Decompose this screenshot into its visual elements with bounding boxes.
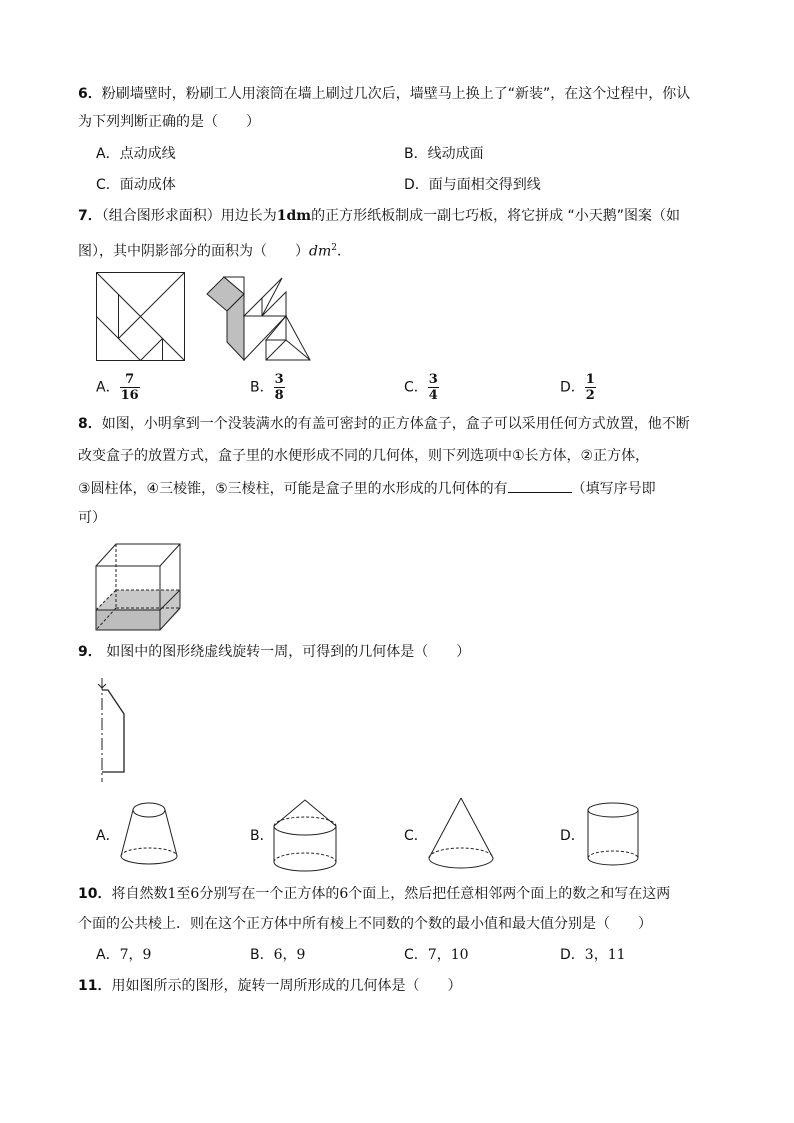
q6-option-a[interactable] <box>96 144 176 164</box>
option-letter: B． <box>250 379 274 396</box>
option-text: 7，10 <box>427 947 469 963</box>
cylinder-icon <box>584 800 642 872</box>
q7-line2 <box>78 238 351 262</box>
frustum-icon <box>118 800 180 870</box>
q7-unit: 1dm <box>276 208 312 224</box>
q7-option-b[interactable] <box>250 372 285 403</box>
numerator: 3 <box>428 372 438 387</box>
option-text: 面动成体 <box>119 177 176 193</box>
q8-answer-blank[interactable] <box>508 478 572 493</box>
q8-stem-3b: （填写序号即 <box>571 481 656 497</box>
q6-line1 <box>78 84 690 104</box>
q10-stem-1c: 分别写在一个正方体的 <box>199 886 340 902</box>
q6-option-c[interactable] <box>96 175 176 195</box>
cone-icon <box>426 796 496 876</box>
numerator: 1 <box>585 372 595 387</box>
fraction <box>585 372 596 403</box>
q7-area-exponent: 2 <box>331 243 337 253</box>
option-letter: B． <box>404 146 428 162</box>
numerator: 7 <box>120 372 140 388</box>
q10-num-1: 1 <box>167 886 177 902</box>
option-text: 3，11 <box>584 947 626 963</box>
option-letter: C． <box>404 947 428 963</box>
q7-option-a[interactable] <box>96 372 140 403</box>
option-letter: A． <box>96 828 120 844</box>
q8-stem-3a: ③圆柱体，④三棱锥，⑤三棱柱，可能是盒子里的水形成的几何体的有 <box>78 481 508 497</box>
cone-on-cylinder-icon <box>270 796 340 876</box>
q10-option-a[interactable] <box>96 945 151 965</box>
q7-area-unit: dm <box>309 243 332 260</box>
q7-stem-1b: 的正方形纸板制成一副七巧板，将它拼成 “小天鹅”图案（如 <box>311 208 681 224</box>
denominator: 4 <box>428 388 438 403</box>
option-text: 面与面相交得到线 <box>428 177 541 193</box>
q7-option-d[interactable] <box>560 372 596 403</box>
option-letter: A． <box>96 947 120 963</box>
q10-num-6: 6 <box>190 886 200 902</box>
q6-stem-1: 粉刷墙壁时，粉刷工人用滚筒在墙上刷过几次后，墙壁马上换上了“新装”，在这个过程中，你认 <box>101 86 691 102</box>
q10-line1 <box>78 884 670 904</box>
fraction <box>428 372 439 403</box>
swan-tangram-figure <box>204 272 314 364</box>
option-letter: D． <box>560 828 585 844</box>
option-letter: D． <box>560 379 585 396</box>
option-text: 7，9 <box>119 947 152 963</box>
option-letter: D． <box>560 947 585 963</box>
q10-num-6b: 6 <box>339 886 349 902</box>
denominator: 16 <box>120 388 139 403</box>
option-letter: A． <box>96 146 120 162</box>
q10-stem-2: 个面的公共棱上．则在这个正方体中所有棱上不同数的个数的最小值和最大值分别是（ ） <box>78 916 652 932</box>
q7-stem-2a: 图），其中阴影部分的面积为（ ） <box>78 243 309 260</box>
q10-number: 10． <box>78 886 112 902</box>
q8-line4 <box>78 508 106 528</box>
q8-line3 <box>78 478 656 499</box>
q10-option-c[interactable] <box>404 945 469 965</box>
q9-stem-1: 如图中的图形绕虚线旋转一周，可得到的几何体是（ ） <box>106 644 471 660</box>
option-text: 6，9 <box>273 947 306 963</box>
q9-option-a[interactable] <box>96 826 120 846</box>
q8-stem-1: 如图，小明拿到一个没装满水的有盖可密封的正方体盒子，盒子可以采用任何方式放置，他不断 <box>101 416 690 432</box>
option-letter: B． <box>250 828 274 844</box>
option-text: 点动成线 <box>119 146 176 162</box>
rotation-shape-figure <box>90 676 130 786</box>
q10-option-b[interactable] <box>250 945 305 965</box>
q7-stem-2-end: ． <box>336 243 351 260</box>
q9-number: 9． <box>78 644 102 660</box>
q6-number: 6． <box>78 86 102 102</box>
denominator: 2 <box>585 388 595 403</box>
q11-number: 11． <box>78 978 112 994</box>
q8-stem-2b: ①长方体，②正方体， <box>512 448 650 464</box>
option-letter: D． <box>404 177 429 193</box>
q8-stem-4: 可） <box>78 510 106 526</box>
q6-line2 <box>78 112 260 132</box>
option-letter: C． <box>96 177 120 193</box>
q8-line1 <box>78 414 690 434</box>
q6-stem-2: 为下列判断正确的是（ ） <box>78 114 260 130</box>
q7-option-c[interactable] <box>404 372 439 403</box>
q9-line1 <box>78 642 470 662</box>
q11-line1 <box>78 976 461 996</box>
option-letter: B． <box>250 947 274 963</box>
fraction <box>274 372 285 403</box>
q6-option-d[interactable] <box>404 175 541 195</box>
option-letter: C． <box>404 379 428 396</box>
q6-option-b[interactable] <box>404 144 484 164</box>
cube-with-water-figure <box>94 542 186 632</box>
q9-option-d[interactable] <box>560 826 585 846</box>
q8-line2 <box>78 446 649 466</box>
q7-line1 <box>78 206 680 226</box>
q7-stem-1a: （组合图形求面积）用边长为 <box>101 208 277 224</box>
q10-stem-1d: 个面上，然后把任意相邻两个面上的数之和写在这两 <box>348 886 671 902</box>
q10-stem-1a: 将自然数 <box>111 886 168 902</box>
q7-number: 7． <box>78 208 102 224</box>
q11-stem-1: 用如图所示的图形，旋转一周所形成的几何体是（ ） <box>111 978 462 994</box>
denominator: 8 <box>274 388 284 403</box>
option-letter: A． <box>96 379 120 396</box>
tangram-square-figure <box>96 272 186 362</box>
q10-stem-1b: 至 <box>176 886 191 902</box>
q10-option-d[interactable] <box>560 945 626 965</box>
option-letter: C． <box>404 828 428 844</box>
fraction <box>120 372 140 403</box>
q8-stem-2a: 改变盒子的放置方式，盒子里的水便形成不同的几何体，则下列选项中 <box>78 448 512 464</box>
q10-line2 <box>78 914 652 934</box>
q9-option-c[interactable] <box>404 826 428 846</box>
option-text: 线动成面 <box>427 146 484 162</box>
numerator: 3 <box>274 372 284 387</box>
q8-number: 8． <box>78 416 102 432</box>
